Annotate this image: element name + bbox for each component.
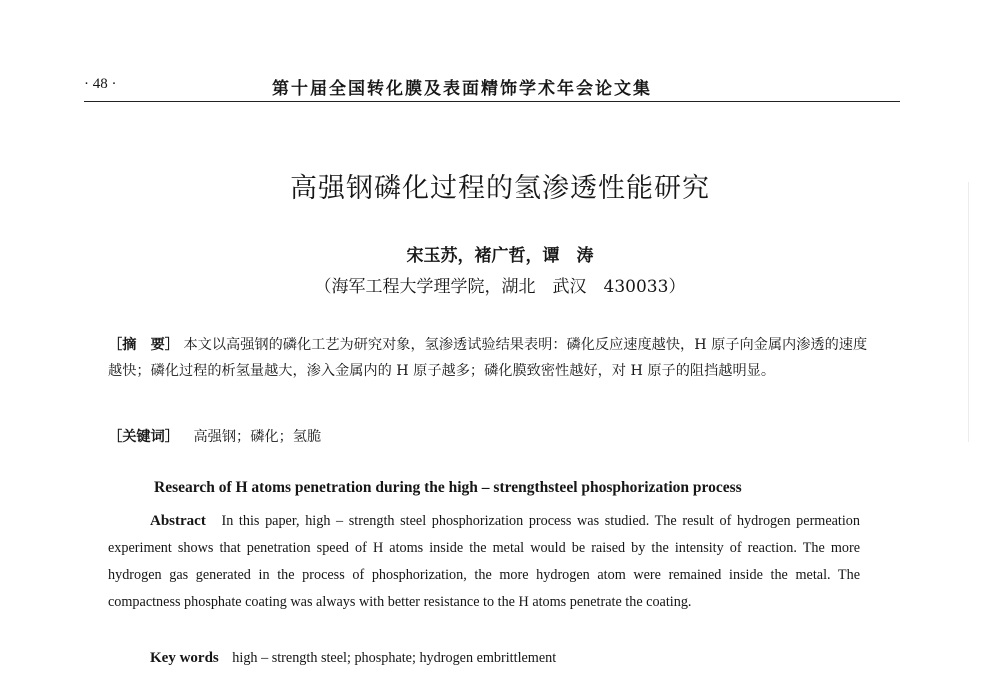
english-keywords-text: high – strength steel; phosphate; hydrogen embrittlement [232,650,557,666]
english-abstract-label: Abstract [150,513,206,529]
scan-edge-mark [968,182,969,442]
chinese-keywords-label: ［关键词］ [108,429,179,445]
author-affiliation: （海军工程大学理学院，湖北 武汉 430033） [314,277,686,297]
chinese-keywords [108,426,868,446]
english-keywords [150,650,556,667]
running-head [0,0,1000,110]
english-keywords-label: Key words [150,650,219,666]
chinese-keywords-text: 高强钢；磷化；氢脆 [193,429,322,445]
english-abstract-text: In this paper, high – strength steel phosphorization process was studied. The result of hydrogen permeation experiment shows that penetration speed of H atoms inside the metal would be raised by the intensity of reaction. The more hydrogen gas generated in the process of phosphorization, the more hydrogen atom were remained inside the metal. The compactness phosphate coating was always with better resistance to the H atoms penetrate the coating. [108,513,860,610]
english-title: Research of H atoms penetration during the high – strengthsteel phosphorization process [154,479,742,496]
page-number: · 48 · [84,76,117,92]
paper-title: 高强钢磷化过程的氢渗透性能研究 [290,173,710,204]
chinese-abstract-text: 本文以高强钢的磷化工艺为研究对象，氢渗透试验结果表明：磷化反应速度越快，H 原子向金属内渗透的速度越快；磷化过程的析氢量越大，渗入金属内的 H 原子越多；磷化膜致密性越好，对 H 原子的阻挡越明显。 [108,337,868,379]
english-abstract [108,508,860,616]
chinese-abstract-label: ［摘 要］ [108,337,179,353]
journal-title: 第十届全国转化膜及表面精饰学术年会论文集 [272,79,652,99]
author-list: 宋玉苏，褚广哲，谭 涛 [406,246,594,266]
header-rule [84,101,900,102]
chinese-abstract [108,333,868,384]
